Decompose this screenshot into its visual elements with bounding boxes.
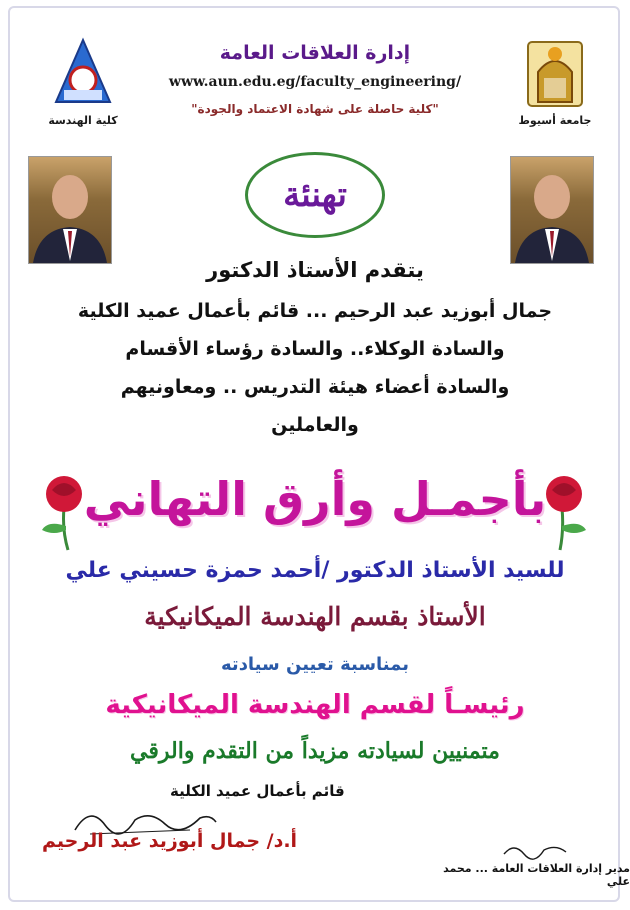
signatory-title: قائم بأعمال عميد الكلية xyxy=(170,782,345,800)
body-line: والعاملين xyxy=(271,414,359,436)
page-border xyxy=(8,6,620,902)
header-accreditation: "كلية حاصلة على شهادة الاعتماد والجودة" xyxy=(191,102,439,116)
intro-line: يتقدم الأستاذ الدكتور xyxy=(206,258,424,282)
dean-photo-right xyxy=(510,156,594,264)
medallion-text: تهنئة xyxy=(283,175,347,215)
wish-line: متمنيين لسيادته مزيداً من التقدم والرقي xyxy=(130,738,500,764)
main-congratulations-title: بأجمـل وأرق التهاني xyxy=(83,472,547,526)
faculty-logo-caption: كلية الهندسة xyxy=(48,114,118,127)
header-title: إدارة العلاقات العامة xyxy=(219,42,411,64)
pr-director-line: مدير إدارة العلاقات العامة ... محمد علي xyxy=(443,862,630,888)
dean-name: أ.د/ جمال أبوزيد عبد الرحيم xyxy=(42,830,298,852)
body-line: والسادة أعضاء هيئة التدريس .. ومعاونيهم xyxy=(120,376,510,398)
header-url: www.aun.edu.eg/faculty_engineering/ xyxy=(168,74,462,90)
recipient-line: للسيد الأستاذ الدكتور /أحمد حمزة حسيني علي xyxy=(65,558,565,583)
new-role-line: رئيسـاً لقسم الهندسة الميكانيكية xyxy=(105,690,525,720)
dean-photo-left xyxy=(28,156,112,264)
body-line: والسادة الوكلاء.. والسادة رؤساء الأقسام xyxy=(125,338,505,360)
body-line: جمال أبوزيد عبد الرحيم ... قائم بأعمال عميد الكلية xyxy=(77,300,553,322)
recipient-position: الأستاذ بقسم الهندسة الميكانيكية xyxy=(144,602,486,631)
occasion-line: بمناسبة تعيين سيادته xyxy=(221,654,409,675)
university-logo-caption: جامعة أسيوط xyxy=(518,114,592,127)
congratulations-medallion xyxy=(245,152,385,238)
